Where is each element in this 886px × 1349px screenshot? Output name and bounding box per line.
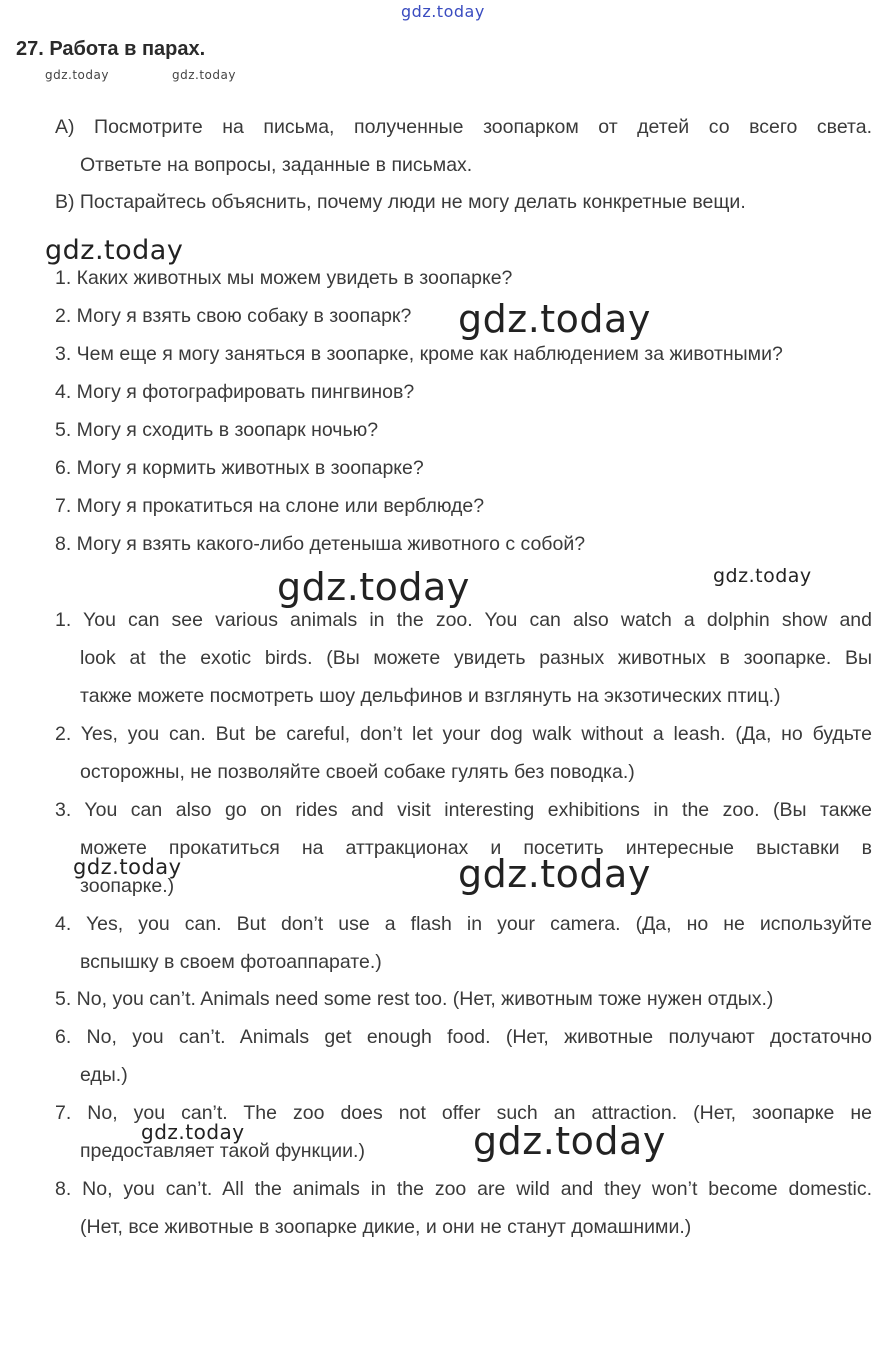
answer-line: 2. Yes, you can. But be careful, don’t let your dog walk without a leash. (Да, но будьте	[55, 723, 872, 745]
answer-line: вспышку в своем фотоаппарате.)	[80, 951, 382, 973]
watermark-large: gdz.today	[473, 1119, 666, 1163]
watermark-medium: gdz.today	[73, 855, 182, 879]
answer-line: 5. No, you can’t. Animals need some rest too. (Нет, животным тоже нужен отдых.)	[55, 988, 774, 1010]
answer-line: 4. Yes, you can. But don’t use a flash in your camera. (Да, но не используйте	[55, 913, 872, 935]
task-a-line: Ответьте на вопросы, заданные в письмах.	[80, 154, 473, 176]
answer-line: 6. No, you can’t. Animals get enough food. (Нет, животные получают достаточно	[55, 1026, 872, 1048]
watermark-medium: gdz.today	[45, 235, 184, 266]
watermark-large: gdz.today	[458, 297, 651, 341]
question-item: 6. Могу я кормить животных в зоопарке?	[55, 457, 424, 479]
answer-line: еды.)	[80, 1064, 128, 1086]
question-item: 4. Могу я фотографировать пингвинов?	[55, 381, 415, 403]
watermark-top: gdz.today	[401, 2, 485, 21]
answer-line: 1. You can see various animals in the zoo. You can also watch a dolphin show and	[55, 609, 872, 631]
answer-line: 7. No, you can’t. The zoo does not offer such an attraction. (Нет, зоопарке не	[55, 1102, 872, 1124]
watermark-medium: gdz.today	[713, 565, 812, 587]
exercise-title: 27. Работа в парах.	[16, 38, 206, 60]
task-b-line: В) Постарайтесь объяснить, почему люди не могу делать конкретные вещи.	[55, 191, 746, 213]
answer-line: также можете посмотреть шоу дельфинов и взглянуть на экзотических птиц.)	[80, 685, 781, 707]
watermark-small: gdz.today	[172, 68, 236, 82]
answer-line: осторожны, не позволяйте своей собаке гулять без поводка.)	[80, 761, 635, 783]
question-item: 1. Каких животных мы можем увидеть в зоопарке?	[55, 267, 513, 289]
question-item: 2. Могу я взять свою собаку в зоопарк?	[55, 305, 412, 327]
watermark-medium: gdz.today	[141, 1120, 245, 1144]
answer-line: можете прокатиться на аттракционах и посетить интересные выставки в	[80, 837, 872, 859]
question-item: 8. Могу я взять какого-либо детеныша животного с собой?	[55, 533, 586, 555]
watermark-small: gdz.today	[45, 68, 109, 82]
watermark-large: gdz.today	[458, 852, 651, 896]
answer-line: зоопарке.)	[80, 875, 175, 897]
answer-line: look at the exotic birds. (Вы можете увидеть разных животных в зоопарке. Вы	[80, 647, 872, 669]
answer-line: (Нет, все животные в зоопарке дикие, и они не станут домашними.)	[80, 1216, 692, 1238]
watermark-large: gdz.today	[277, 565, 470, 609]
task-a-line: А) Посмотрите на письма, полученные зоопарком от детей со всего света.	[55, 116, 872, 138]
answer-line: предоставляет такой функции.)	[80, 1140, 365, 1162]
answer-line: 3. You can also go on rides and visit interesting exhibitions in the zoo. (Вы также	[55, 799, 872, 821]
question-item: 7. Могу я прокатиться на слоне или верблюде?	[55, 495, 485, 517]
question-item: 5. Могу я сходить в зоопарк ночью?	[55, 419, 379, 441]
question-item: 3. Чем еще я могу заняться в зоопарке, кроме как наблюдением за животными?	[55, 343, 783, 365]
answer-line: 8. No, you can’t. All the animals in the zoo are wild and they won’t become domestic.	[55, 1178, 872, 1200]
